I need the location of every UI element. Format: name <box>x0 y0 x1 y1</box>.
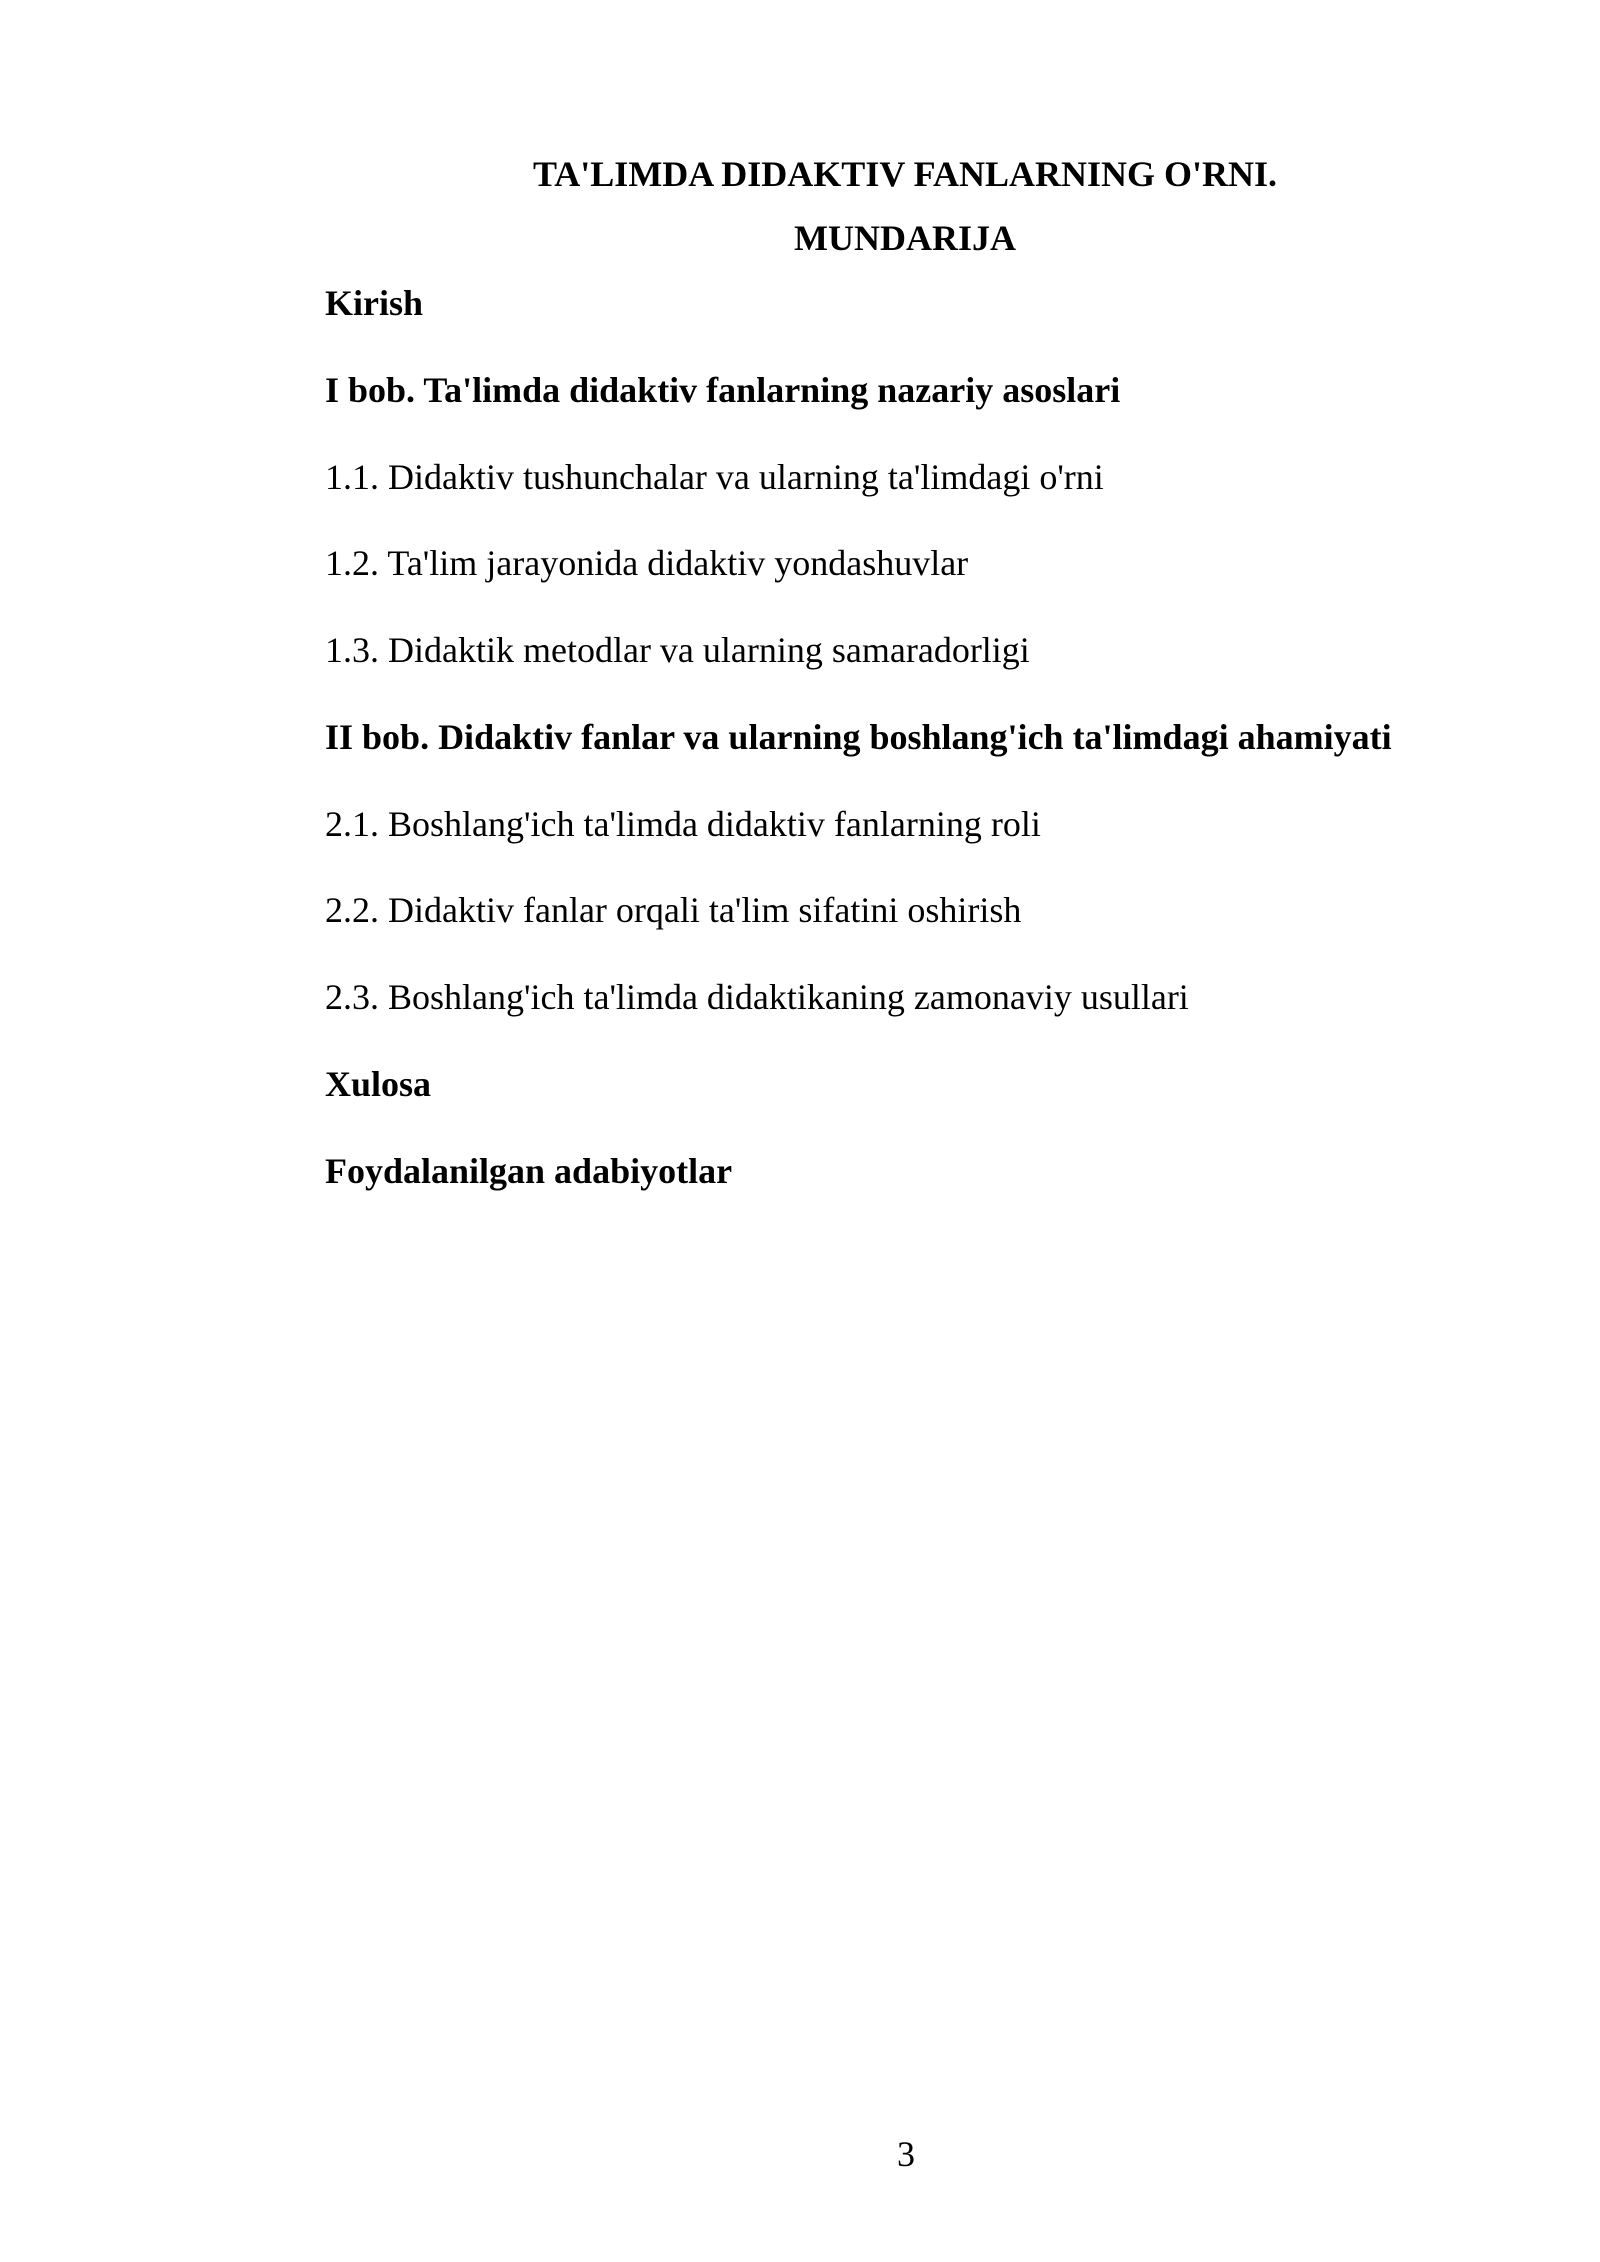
toc-entry: I bob. Ta'limda didaktiv fanlarning nazariy asoslari <box>325 370 1121 410</box>
toc-entry: 2.2. Didaktiv fanlar orqali ta'lim sifatini oshirish <box>325 890 1022 930</box>
toc-entry: Kirish <box>325 283 424 323</box>
page-number: 3 <box>897 2134 915 2174</box>
toc-entry: Xulosa <box>325 1064 432 1104</box>
document-title: TA'LIMDA DIDAKTIV FANLARNING O'RNI. <box>532 154 1278 194</box>
toc-entry: 1.1. Didaktiv tushunchalar va ularning ta'limdagi o'rni <box>325 457 1104 497</box>
toc-entry: 1.2. Ta'lim jarayonida didaktiv yondashuvlar <box>325 543 969 583</box>
toc-entry: 2.1. Boshlang'ich ta'limda didaktiv fanlarning roli <box>325 804 1041 844</box>
toc-entry: Foydalanilgan adabiyotlar <box>325 1151 733 1191</box>
toc-heading: MUNDARIJA <box>794 218 1016 258</box>
toc-entry: 2.3. Boshlang'ich ta'limda didaktikaning zamonaviy usullari <box>325 977 1189 1017</box>
toc-entry: II bob. Didaktiv fanlar va ularning boshlang'ich ta'limdagi ahamiyati <box>325 717 1392 757</box>
table-of-contents <box>325 0 1525 1300</box>
toc-entry: 1.3. Didaktik metodlar va ularning samaradorligi <box>325 630 1030 670</box>
